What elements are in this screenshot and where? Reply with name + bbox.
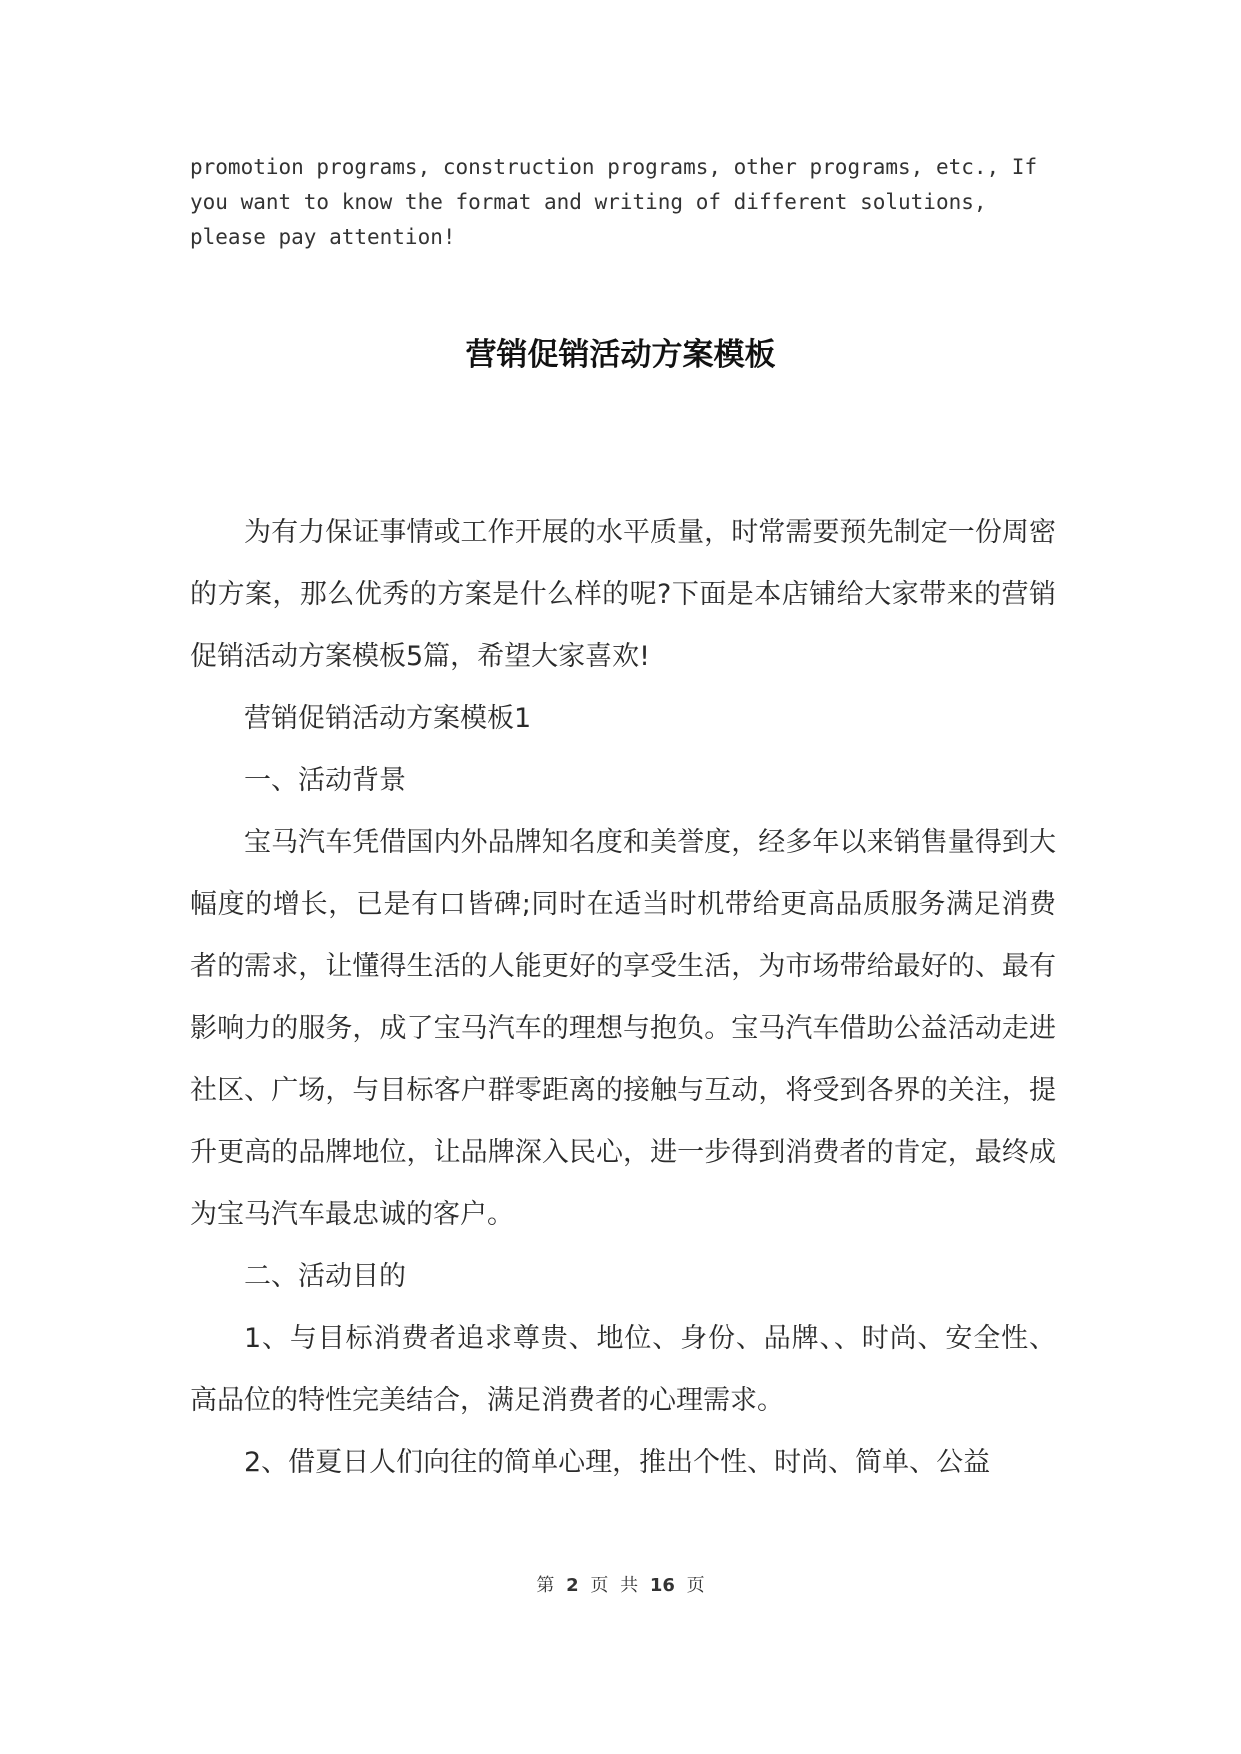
english-intro-line: you want to know the format and writing of different solutions, — [190, 190, 987, 214]
footer-prefix: 第 — [536, 1575, 555, 1596]
english-intro-line: promotion programs, construction programs, other programs, etc., If — [190, 155, 1038, 179]
footer-suffix: 页 — [686, 1575, 705, 1596]
english-intro-line: please pay attention! — [190, 225, 456, 249]
section-heading: 营销促销活动方案模板1 — [244, 703, 532, 734]
purpose-item-1: 1、与目标消费者追求尊贵、地位、身份、品牌、、时尚、安全性、高品位的特性完美结合，满足消费者的心理需求。 — [190, 1323, 1056, 1416]
intro-paragraph: 为有力保证事情或工作开展的水平质量，时常需要预先制定一份周密的方案，那么优秀的方案是什么样的呢?下面是本店铺给大家带来的营销促销活动方案模板5篇，希望大家喜欢! — [190, 517, 1056, 672]
subsection-heading-purpose: 二、活动目的 — [244, 1261, 406, 1292]
document-title: 营销促销活动方案模板 — [465, 337, 776, 373]
document-body — [190, 502, 1056, 1494]
total-page-count: 16 — [649, 1575, 675, 1596]
footer-middle: 页 共 — [590, 1575, 639, 1596]
english-intro — [190, 150, 1070, 255]
background-paragraph: 宝马汽车凭借国内外品牌知名度和美誉度，经多年以来销售量得到大幅度的增长，已是有口皆碑;同时在适当时机带给更高品质服务满足消费者的需求，让懂得生活的人能更好的享受生活，为市场带给最好的、最有影响力的服务，成了宝马汽车的理想与抱负。宝马汽车借助公益活动走进社区、广场，与目标客户群零距离的接触与互动，将受到各界的关注，提升更高的品牌地位，让品牌深入民心，进一步得到消费者的肯定，最终成为宝马汽车最忠诚的客户。 — [190, 827, 1056, 1230]
current-page-number: 2 — [566, 1575, 579, 1596]
page-number-footer — [0, 1574, 1241, 1598]
purpose-item-2: 2、借夏日人们向往的简单心理，推出个性、时尚、简单、公益 — [244, 1447, 991, 1478]
subsection-heading-background: 一、活动背景 — [244, 765, 406, 796]
